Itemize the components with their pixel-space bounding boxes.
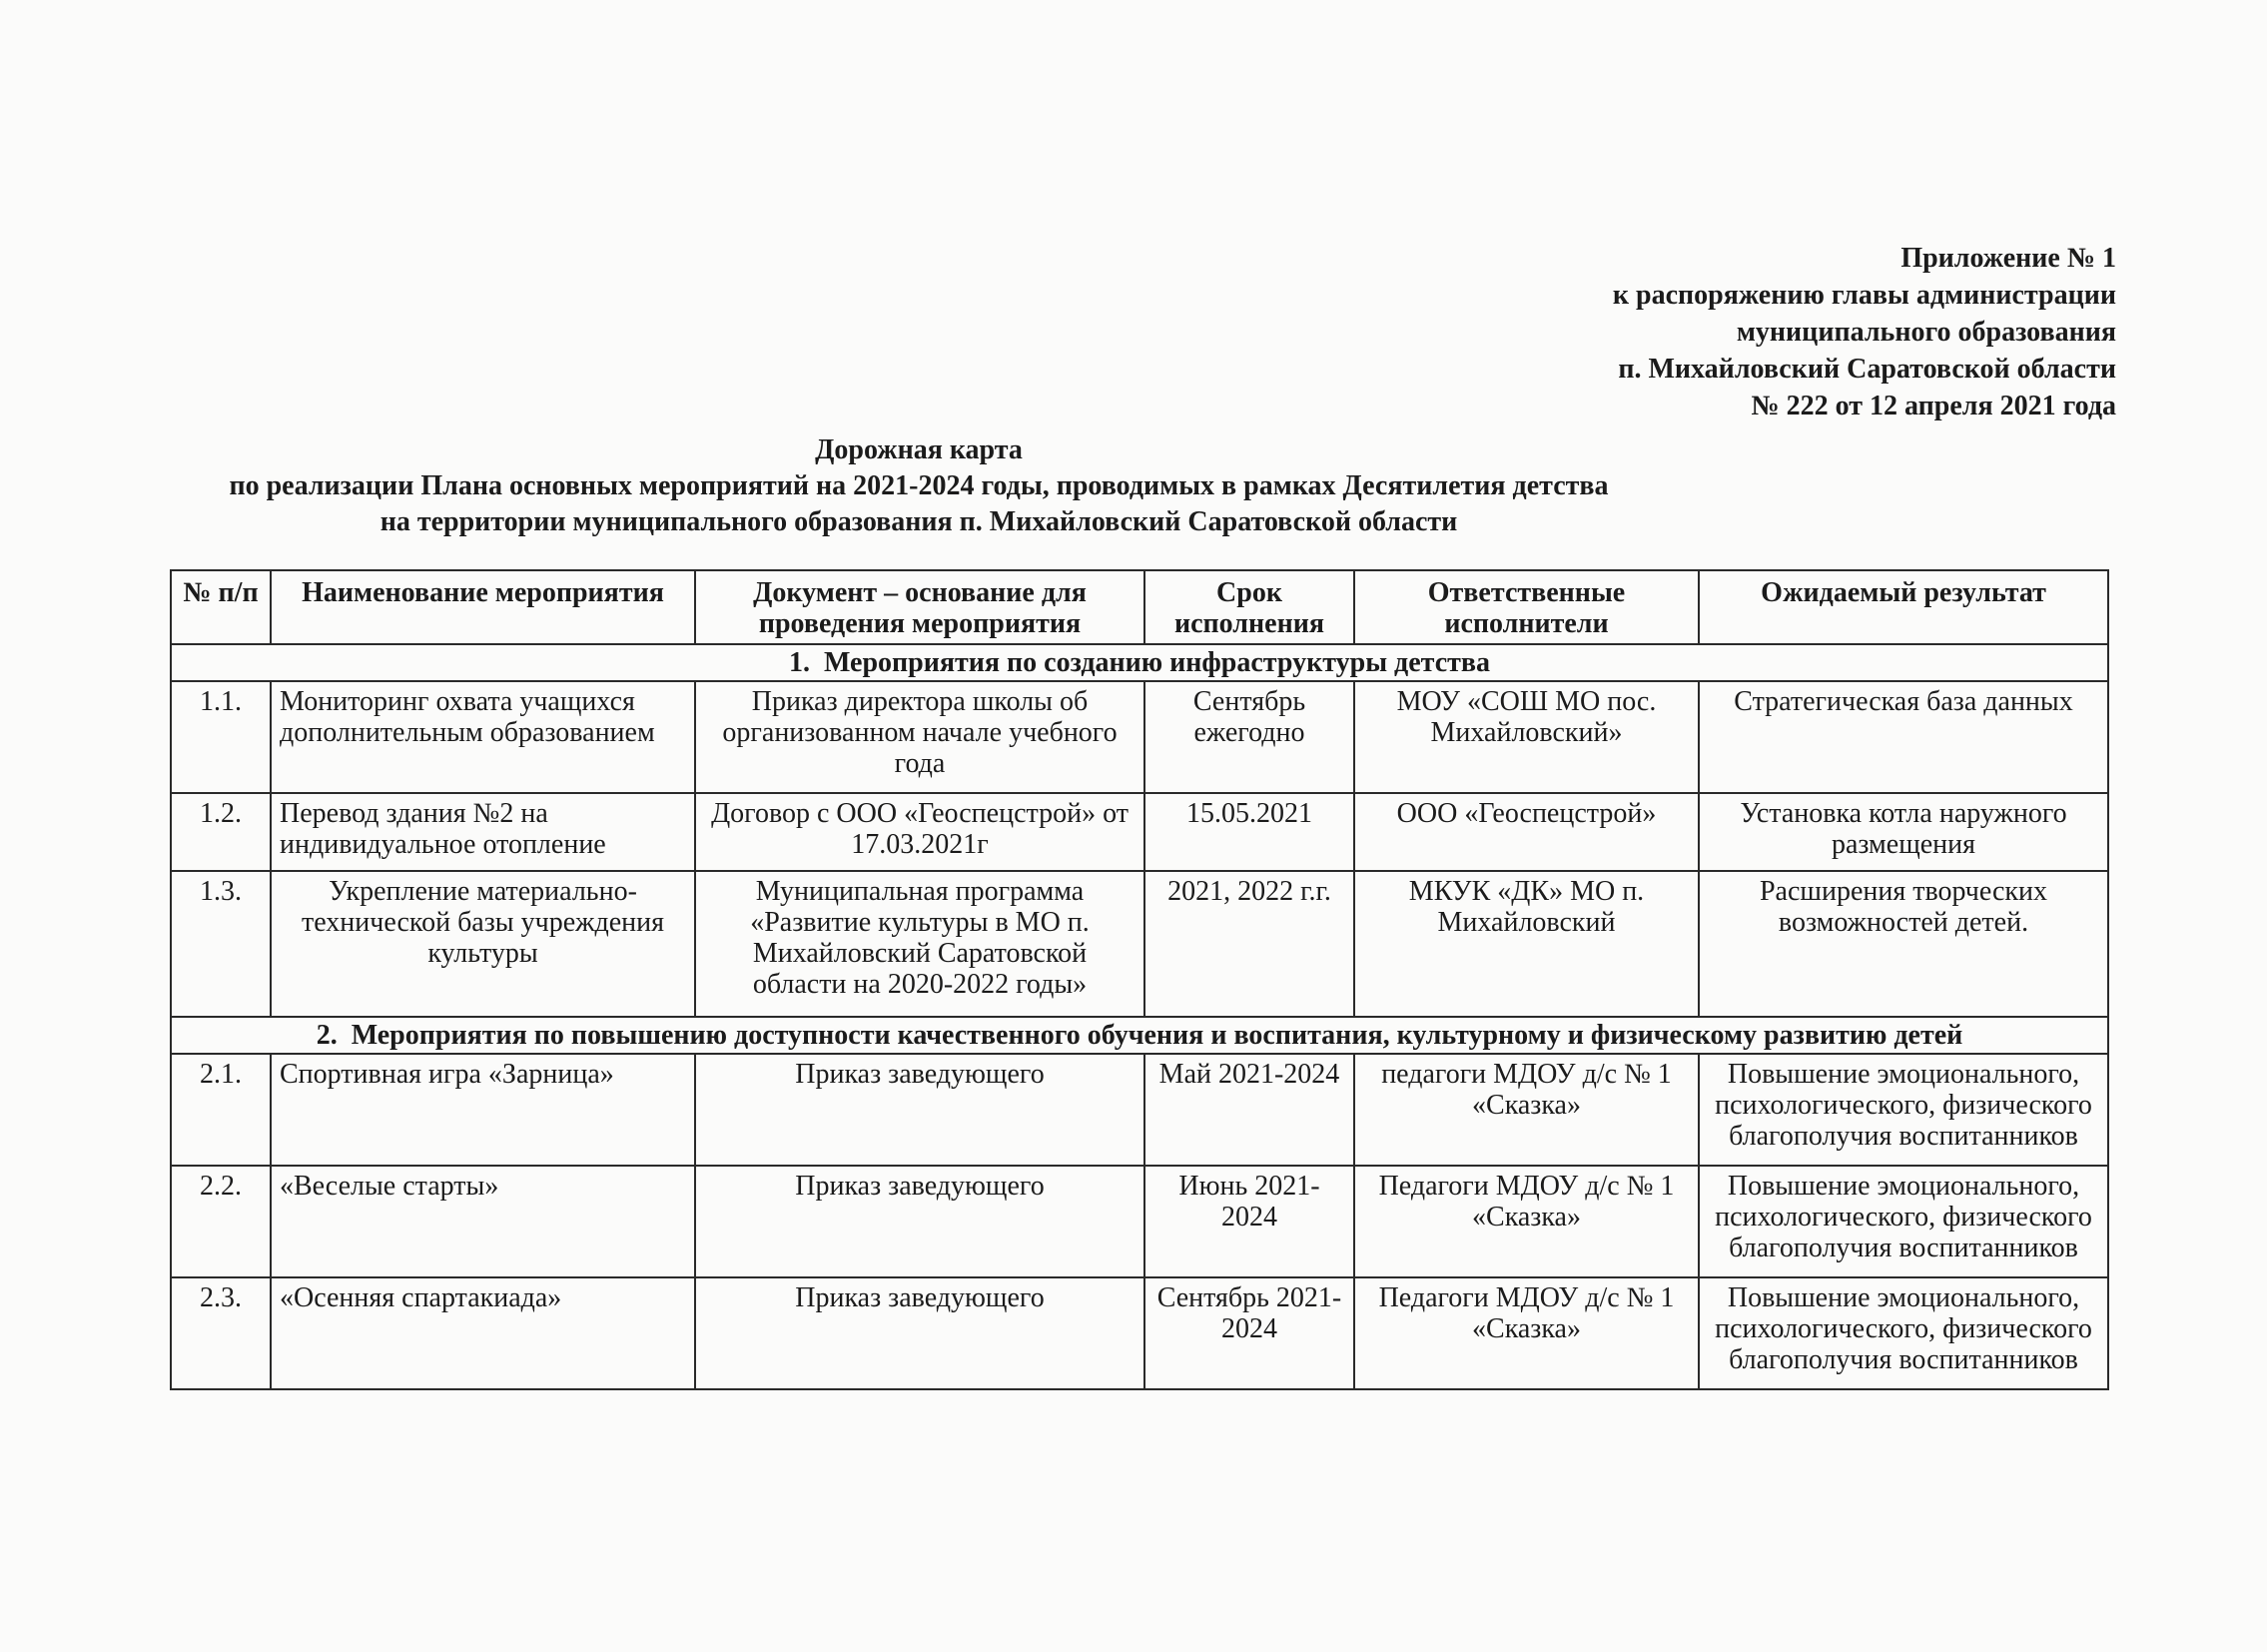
header-num: № п/п bbox=[171, 570, 271, 644]
cell-responsible: ООО «Геоспецстрой» bbox=[1354, 793, 1699, 871]
cell-num: 2.3. bbox=[171, 1277, 271, 1389]
cell-name: Спортивная игра «Зарница» bbox=[271, 1054, 695, 1166]
table-row bbox=[171, 681, 2108, 793]
table-row bbox=[171, 1054, 2108, 1166]
cell-num: 2.2. bbox=[171, 1166, 271, 1277]
appendix-line-4: п. Михайловский Саратовской области bbox=[1618, 354, 2116, 385]
cell-result: Повышение эмоционального, психологического, физического благополучия воспитанников bbox=[1699, 1277, 2108, 1389]
cell-basis: Муниципальная программа «Развитие культуры в МО п. Михайловский Саратовской области на 2020-2022 годы» bbox=[695, 871, 1144, 1017]
cell-result: Расширения творческих возможностей детей. bbox=[1699, 871, 2108, 1017]
table-row bbox=[171, 1277, 2108, 1389]
cell-responsible: Педагоги МДОУ д/с № 1 «Сказка» bbox=[1354, 1166, 1699, 1277]
section-index: 1. bbox=[788, 647, 810, 678]
cell-num: 1.3. bbox=[171, 871, 271, 1017]
table-row bbox=[171, 793, 2108, 871]
cell-num: 1.2. bbox=[171, 793, 271, 871]
section-heading bbox=[171, 1017, 2108, 1054]
appendix-line-5: № 222 от 12 апреля 2021 года bbox=[1751, 391, 2116, 421]
section-heading bbox=[171, 644, 2108, 681]
document-title-line-1: Дорожная карта bbox=[815, 434, 1023, 465]
cell-name: Мониторинг охвата учащихся дополнительным образованием bbox=[271, 681, 695, 793]
cell-name: «Осенняя спартакиада» bbox=[271, 1277, 695, 1389]
cell-name: Укрепление материально-технической базы учреждения культуры bbox=[271, 871, 695, 1017]
cell-responsible: МКУК «ДК» МО п. Михайловский bbox=[1354, 871, 1699, 1017]
header-name: Наименование мероприятия bbox=[271, 570, 695, 644]
header-term: Срок исполнения bbox=[1144, 570, 1354, 644]
cell-basis: Приказ заведующего bbox=[695, 1277, 1144, 1389]
cell-name: Перевод здания №2 на индивидуальное отопление bbox=[271, 793, 695, 871]
table-header-row bbox=[171, 570, 2108, 644]
cell-basis: Приказ заведующего bbox=[695, 1054, 1144, 1166]
cell-num: 2.1. bbox=[171, 1054, 271, 1166]
cell-term: Май 2021-2024 bbox=[1144, 1054, 1354, 1166]
section-title: Мероприятия по созданию инфраструктуры детства bbox=[823, 647, 1491, 678]
header-basis: Документ – основание для проведения мероприятия bbox=[695, 570, 1144, 644]
appendix-block bbox=[1613, 240, 2116, 424]
cell-responsible: МОУ «СОШ МО пос. Михайловский» bbox=[1354, 681, 1699, 793]
header-result: Ожидаемый результат bbox=[1699, 570, 2108, 644]
cell-num: 1.1. bbox=[171, 681, 271, 793]
roadmap-table bbox=[170, 569, 2109, 1390]
table-row bbox=[171, 1166, 2108, 1277]
cell-result: Установка котла наружного размещения bbox=[1699, 793, 2108, 871]
cell-result: Стратегическая база данных bbox=[1699, 681, 2108, 793]
cell-name: «Веселые старты» bbox=[271, 1166, 695, 1277]
document-title bbox=[0, 432, 1838, 540]
cell-basis: Приказ директора школы об организованном начале учебного года bbox=[695, 681, 1144, 793]
document-title-line-2: по реализации Плана основных мероприятий на 2021-2024 годы, проводимых в рамках Десятилетия детства bbox=[229, 470, 1609, 501]
table-row bbox=[171, 871, 2108, 1017]
cell-responsible: педагоги МДОУ д/с № 1 «Сказка» bbox=[1354, 1054, 1699, 1166]
document-title-line-3: на территории муниципального образования п. Михайловский Саратовской области bbox=[379, 506, 1458, 537]
section-row bbox=[171, 1017, 2108, 1054]
cell-term: 15.05.2021 bbox=[1144, 793, 1354, 871]
cell-result: Повышение эмоционального, психологического, физического благополучия воспитанников bbox=[1699, 1054, 2108, 1166]
section-index: 2. bbox=[316, 1020, 338, 1051]
cell-term: Июнь 2021-2024 bbox=[1144, 1166, 1354, 1277]
cell-basis: Договор с ООО «Геоспецстрой» от 17.03.2021г bbox=[695, 793, 1144, 871]
appendix-line-1: Приложение № 1 bbox=[1900, 243, 2116, 274]
cell-term: Сентябрь 2021-2024 bbox=[1144, 1277, 1354, 1389]
cell-term: 2021, 2022 г.г. bbox=[1144, 871, 1354, 1017]
cell-responsible: Педагоги МДОУ д/с № 1 «Сказка» bbox=[1354, 1277, 1699, 1389]
header-responsible: Ответственные исполнители bbox=[1354, 570, 1699, 644]
appendix-line-3: муниципального образования bbox=[1736, 317, 2116, 348]
appendix-line-2: к распоряжению главы администрации bbox=[1612, 280, 2116, 311]
section-title: Мероприятия по повышению доступности качественного обучения и воспитания, культурному и физическому развитию детей bbox=[351, 1020, 1963, 1051]
cell-term: Сентябрь ежегодно bbox=[1144, 681, 1354, 793]
section-row bbox=[171, 644, 2108, 681]
cell-result: Повышение эмоционального, психологического, физического благополучия воспитанников bbox=[1699, 1166, 2108, 1277]
cell-basis: Приказ заведующего bbox=[695, 1166, 1144, 1277]
